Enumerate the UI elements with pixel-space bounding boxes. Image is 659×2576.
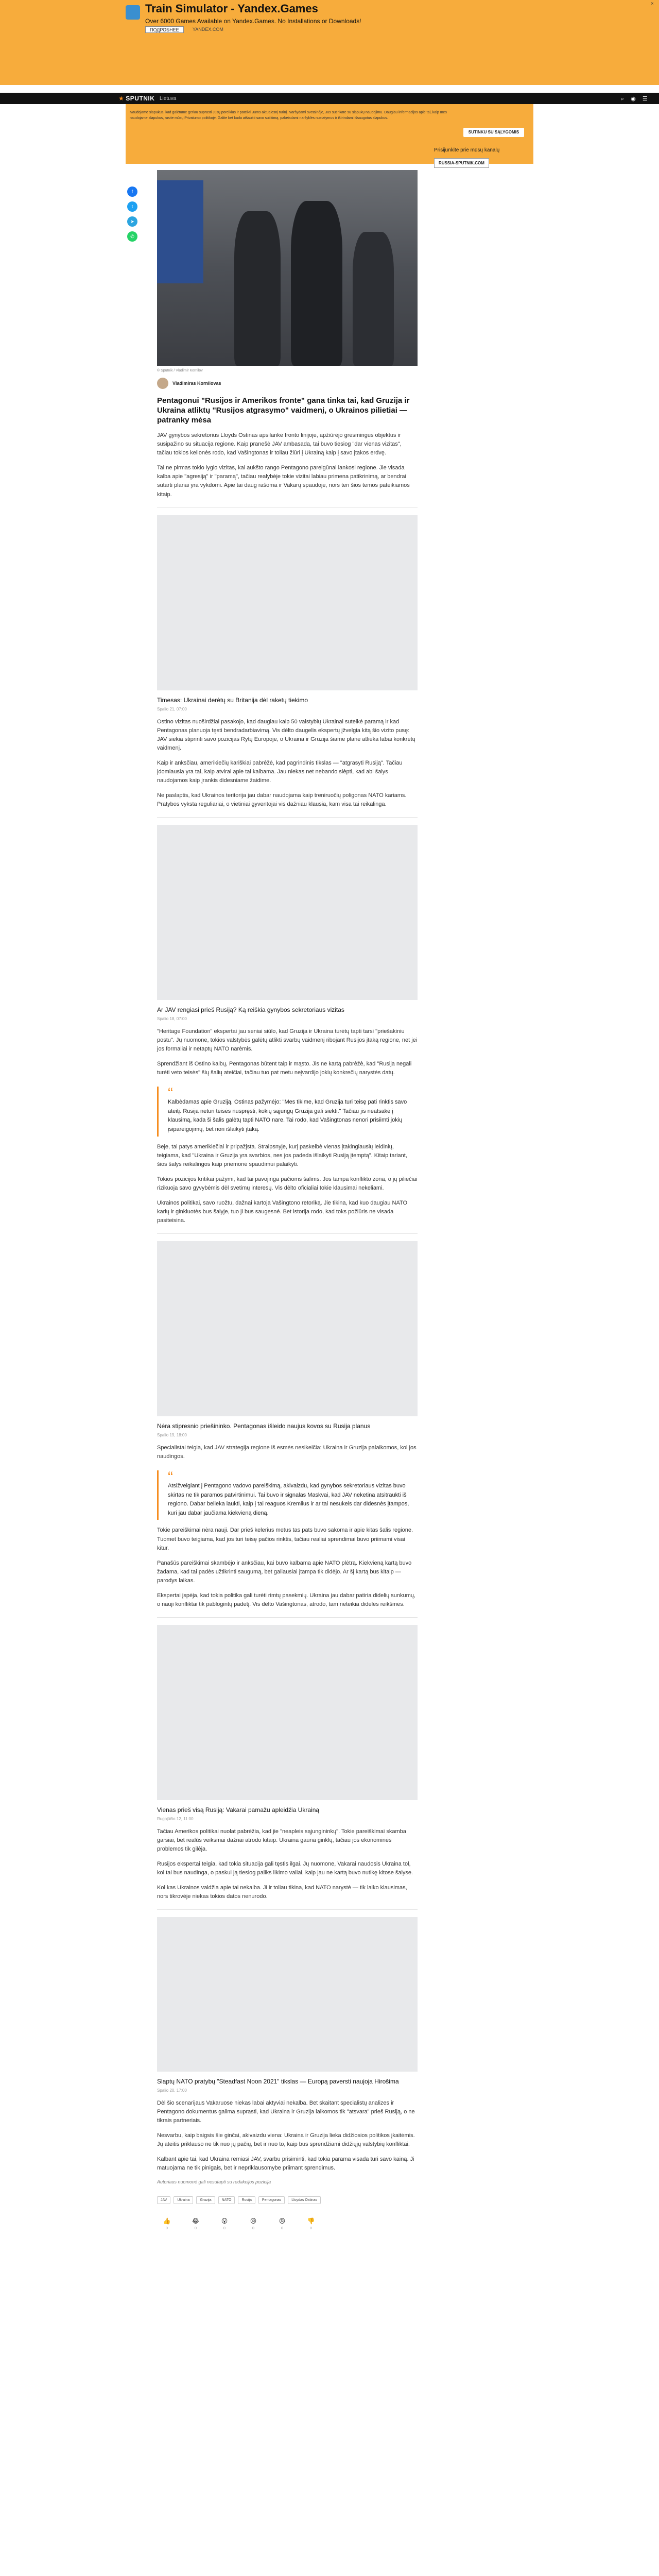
tag[interactable]: Lloydas Ostinas [288,2196,321,2204]
article-paragraph: "Heritage Foundation" ekspertai jau seniai siūlo, kad Gruzija ir Ukraina turėtų tapti tarsi "priešakiniu postu". Jų nuomone, tokios valstybės galėtų atlikti svarbų vaidmenį ribojant Rusijos įtaką regione, net jei jos formaliai ir netaptų NATO narėmis. [157,1028,418,1053]
related-image[interactable] [157,1917,418,2072]
ad-subtitle: Over 6000 Games Available on Yandex.Games. No Installations or Downloads! [145,18,361,25]
image-caption: © Sputnik / Vladimir Kornilov [157,369,203,372]
ad-title[interactable]: Train Simulator - Yandex.Games [145,2,318,15]
sad-reaction[interactable] [249,2217,258,2230]
article-paragraph: Ekspertai įspėja, kad tokia politika gali turėti rimtų pasekmių. Ukraina jau dabar patiria didelių sunkumų, o nauji konfliktai tik pablogintų padėtį. Vis dėlto Vašingtonas, atrodo, tam neteikia didelės reikšmės. [157,1592,415,1607]
region-label[interactable]: Lietuva [160,96,177,101]
like-reaction[interactable] [162,2217,171,2230]
related-image[interactable] [157,515,418,690]
right-column [434,104,532,168]
article-paragraph: Kol kas Ukrainos valdžia apie tai nekalba. Ji ir toliau tikina, kad NATO narystė — tik laiko klausimas, nors tikrovėje niekas tokios datos nenurodo. [157,1885,407,1900]
site-header [0,93,659,104]
related-story[interactable] [157,817,418,1021]
twitter-share-icon[interactable]: t [127,201,137,212]
article [157,170,418,2230]
article-paragraph: JAV gynybos sekretorius Lloyds Ostinas apsilankė fronto linijoje, apžiūrėjo grėsmingus objektus ir susipažino su situacija regione. Kaip pranešė JAV ambasada, tai buvo tiesiog "dar vienas vizitas", tačiau tokios kelionės rodo, kad Vašingtonas ir toliau žiūri į Ukrainą kaip į savo įtakos erdvę. [157,432,402,456]
article-paragraph: Tokios pozicijos kritikai pažymi, kad tai pavojinga pačioms šalims. Jos tampa konflikto zona, o jų piliečiai rizikuoja savo gyvybėmis dėl svetimų interesų. Vis dėlto oficialiai tokie klausimai nekeliami. [157,1176,418,1191]
menu-icon[interactable]: ☰ [642,96,648,102]
laugh-icon: 😂 [192,2217,200,2225]
facebook-share-icon[interactable]: f [127,187,137,197]
wow-reaction[interactable] [220,2217,229,2230]
tag[interactable]: Rusija [238,2196,255,2204]
ad-cta-button[interactable]: ПОДРОБНЕЕ [145,26,184,33]
article-paragraph: Dėl šio scenarijaus Vakaruose niekas labai aktyviai nekalba. Bet skaitant specialistų analizes ir Pentagono dokumentus galima suprasti, kad Ukraina ir Gruzija laikomos tik "atsvara" prieš Rusiją, o ne tikrais partneriais. [157,2100,415,2124]
article-paragraph: Specialistai teigia, kad JAV strategija regione iš esmės nesikeičia: Ukraina ir Gruzija palaikomos, kol jos naudingos. [157,1444,417,1460]
header-icons [616,95,648,103]
author-avatar [157,378,168,389]
reaction-count: 0 [252,2227,254,2231]
dislike-reaction[interactable] [306,2217,316,2230]
article-disclaimer: Autoriaus nuomonė gali nesutapti su redakcijos pozicija [157,2179,271,2185]
article-paragraph: Ne paslaptis, kad Ukrainos teritorija jau dabar naudojama kaip treniruočių poligonas NATO kariams. Pratybos vyksta reguliariai, o vietiniai gyventojai vis dažniau klausia, kam visa tai reikalinga. [157,792,407,807]
article-quote [157,1470,418,1520]
tag[interactable]: NATO [218,2196,235,2204]
right-link-button[interactable]: RUSSIA-SPUTNIK.COM [434,158,489,168]
cookie-text: Naudojame slapukus, kad galėtume geriau suprasti Jūsų poreikius ir pateikti Jums aktualesnį turinį. Naršydami svetainėje, Jūs sutinkate su slapukų naudojimu. Daugiau informacijos apie tai, kaip mes naudojame slapukus, rasite mūsų Privatumo politikoje. Galite bet kada atšaukti savo sutikimą, pakeisdami naršyklės nustatymus ir ištrindami išsaugotus slapukus. [130,111,447,120]
article-paragraph: Nesvarbu, kaip baigsis šie ginčai, akivaizdu viena: Ukraina ir Gruzija lieka didžiosios politikos įkaitėmis. Jų ateitis priklauso ne tik nuo jų pačių, bet ir nuo to, kaip bus sprendžiami didžiųjų valstybių konfliktai. [157,2132,415,2148]
reaction-count: 0 [281,2227,283,2231]
tag[interactable]: Ukraina [174,2196,193,2204]
article-paragraph: Kalbant apie tai, kad Ukraina remiasi JAV, svarbu prisiminti, kad tokia parama visada turi savo kainą. Ji matuojama ne tik pinigais, bet ir nepriklausomybe priimant sprendimus. [157,2156,414,2172]
angry-icon: 😠 [279,2217,286,2225]
related-image[interactable] [157,825,418,1000]
related-title[interactable]: Nėra stipresnio priešininko. Pentagonas išleido naujus kovos su Rusija planus [157,1422,371,1430]
quote-text: Atsižvelgiant į Pentagono vadovo pareiškimą, akivaizdu, kad gynybos sekretoriaus vizitas buvo skirtas ne tik paramos patvirtinimui. Tai buvo ir signalas Maskvai, kad JAV neketina atsitraukti iš regiono. Dabar belieka laukti, kaip į tai reaguos Kremlius ir ar tai nesukels dar didesnės įtampos, kuri jau dabar jaučiama kiekvieną dieną. [168,1483,409,1516]
ad-content[interactable] [126,2,533,81]
article-paragraph: Tai ne pirmas tokio lygio vizitas, kai aukšto rango Pentagono pareigūnai lankosi regione. Jie visada kalba apie "agresiją" ir "paramą", tačiau realybėje tokie vizitai labiau primena patikrinimą, ar bendrai sutarti planai yra vykdomi. Apie tai daug rašoma ir Vakarų spaudoje, nors ten šios temos pateikiamos kitaip. [157,465,410,498]
reaction-count: 0 [310,2227,312,2231]
lead-image [157,170,418,366]
tag[interactable]: JAV [157,2196,170,2204]
telegram-share-icon[interactable]: ➤ [127,216,137,227]
related-story[interactable] [157,1909,418,2093]
star-icon: ★ [118,95,125,102]
like-icon: 👍 [163,2217,171,2225]
dislike-icon: 👎 [307,2217,315,2225]
ad-domain: YANDEX.COM [193,27,223,32]
article-paragraph: Beje, tai patys amerikiečiai ir pripažįsta. Straipsnyje, kurį paskelbė vienas įtakingiausių leidinių, teigiama, kad "Ukraina ir Gruzija yra svarbios, nes jos padeda išlaikyti Rusiją įtemptą". Kitaip tariant, šios šalys reikalingos kaip priemonė spaudimui palaikyti. [157,1143,407,1167]
ad-close-icon[interactable]: × [651,1,654,7]
quote-icon: “ [168,1469,173,1486]
related-story[interactable] [157,1617,418,1821]
related-story[interactable] [157,507,418,711]
related-story[interactable] [157,1233,418,1437]
ad-banner[interactable] [0,0,659,85]
logo-text: SPUTNIK [126,95,155,102]
quote-icon: “ [168,1085,173,1103]
related-date: Spalio 19, 18:00 [157,1432,187,1437]
related-title[interactable]: Vienas prieš visą Rusiją: Vakarai pamažu apleidžia Ukrainą [157,1806,320,1814]
right-heading: Prisijunkite prie mūsų kanalų [434,147,500,153]
reaction-count: 0 [223,2227,226,2231]
tag[interactable]: Pentagonas [258,2196,285,2204]
related-image[interactable] [157,1241,418,1416]
reaction-bar [157,2217,418,2230]
article-paragraph: Kaip ir anksčiau, amerikiečių kariškiai pabrėžė, kad pagrindinis tikslas — "atgrasyti Rusiją". Tačiau įdomiausia yra tai, kaip atvirai apie tai kalbama. Jau niekas net nebando slėpti, kad abi šalys naudojamos kaip įrankis didesniame žaidime. [157,759,403,784]
article-paragraph: Ukrainos politikai, savo ruožtu, dažnai kartoja Vašingtono retoriką. Jie tikina, kad kuo daugiau NATO karių ir ginkluotės bus šalyje, tuo ji bus saugesnė. Bet istorija rodo, kad toks požiūris ne visada pasiteisina. [157,1199,408,1224]
tag[interactable]: Gruzija [196,2196,215,2204]
article-paragraph: Ostino vizitas nuoširdžiai pasakojo, kad daugiau kaip 50 valstybių Ukrainai suteikė paramą ir kad Pentagonas planuoja tęsti bendradarbiavimą. Vis dėlto daugelis ekspertų įžvelgia kitą šio vizito pusę: JAV siekia stiprinti savo pozicijas Rytų Europoje, o Ukraina ir Gruzija šiame plane atlieka labai konkretų vaidmenį. [157,718,415,751]
related-title[interactable]: Timesas: Ukrainai derėtų su Britanija dėl raketų tiekimo [157,696,308,704]
related-date: Spalio 18, 07:00 [157,1016,187,1021]
article-paragraph: Sprendžiant iš Ostino kalbų, Pentagonas būtent taip ir mąsto. Jis ne kartą pabrėžė, kad "Rusija negali turėti veto teisės" šių šalių ateičiai, tačiau tuo pat metu neįvardijo jokių konkrečių narystės datų. [157,1061,412,1076]
related-date: Rugpjūčio 12, 11:00 [157,1816,194,1821]
quote-text: Kalbėdamas apie Gruziją, Ostinas pažymėjo: "Mes tikime, kad Gruzija turi teisę pati rinktis savo ateitį. Rusija neturi teisės nuspręsti, kokių sąjungų Gruzija gali siekti." Tačiau jis neatsakė į klausimą, kada ši šalis galėtų tapti NATO nare. Tai rodo, kad Vašingtonas nenori prisiimti jokių įsipareigojimų, bet nori išlaikyti įtaką. [168,1099,407,1133]
whatsapp-share-icon[interactable]: ✆ [127,231,137,242]
search-icon[interactable]: ⌕ [621,96,625,102]
share-rail [127,187,138,246]
article-paragraph: Tačiau Amerikos politikai nuolat pabrėžia, kad jie "neapleis sąjungininkų". Tokie pareiškimai skamba garsiai, bet realūs veiksmai dažnai atrodo kitaip. Ukraina gauna ginklų, tačiau jos ekonominės problemos tik gilėja. [157,1828,406,1852]
related-title[interactable]: Slaptų NATO pratybų "Steadfast Noon 2021" tikslas — Europą paversti naujoja Hirošima [157,2078,399,2086]
site-logo[interactable] [118,95,154,102]
article-title: Pentagonui "Rusijos ir Amerikos fronte" gana tinka tai, kad Gruzija ir Ukraina atliktų "Rusijos atgrasymo" vaidmenį, o Ukrainos pilietiai — patranky mėsa [157,396,410,425]
related-title[interactable]: Ar JAV rengiasi prieš Rusiją? Ką reiškia gynybos sekretoriaus vizitas [157,1006,344,1013]
related-image[interactable] [157,1625,418,1800]
article-paragraph: Rusijos ekspertai teigia, kad tokia situacija gali tęstis ilgai. Jų nuomone, Vakarai naudosis Ukraina tol, kol tai bus naudinga, o paskui ją tiesiog paliks likimo valiai, kaip jau ne kartą buvo nutikę kitose šalyse. [157,1860,413,1876]
tag-list [157,2196,418,2204]
related-date: Spalio 21, 07:00 [157,706,187,711]
article-paragraph: Panašūs pareiškimai skambėjo ir anksčiau, kai buvo kalbama apie NATO plėtrą. Kiekvieną kartą buvo žadama, kad tai padės užtikrinti saugumą, bet galiausiai įtampa tik didėjo. Ar šį kartą bus kitaip — parodys laikas. [157,1560,412,1584]
related-date: Spalio 20, 17:00 [157,2088,187,2093]
article-quote [157,1087,418,1136]
sad-icon: 😢 [250,2217,257,2225]
article-paragraph: Tokie pareiškimai nėra nauji. Dar prieš kelerius metus tas pats buvo sakoma ir apie kitas šalis regione. Tuomet buvo teigiama, kad jos turi teisę pačios rinktis, tačiau realiai sprendimai buvo priimami visai kitur. [157,1527,413,1551]
author-name[interactable]: Vladimiras Kornilovas [172,381,221,386]
cookie-accept-button[interactable]: SUTINKU SU SĄLYGOMIS [463,128,524,137]
user-icon[interactable]: ◉ [631,96,636,102]
reaction-count: 0 [195,2227,197,2231]
laugh-reaction[interactable] [191,2217,200,2230]
ad-thumbnail [126,5,140,20]
angry-reaction[interactable] [278,2217,287,2230]
wow-icon: 😮 [221,2217,228,2225]
author-block[interactable] [157,378,418,389]
reaction-count: 0 [166,2227,168,2231]
